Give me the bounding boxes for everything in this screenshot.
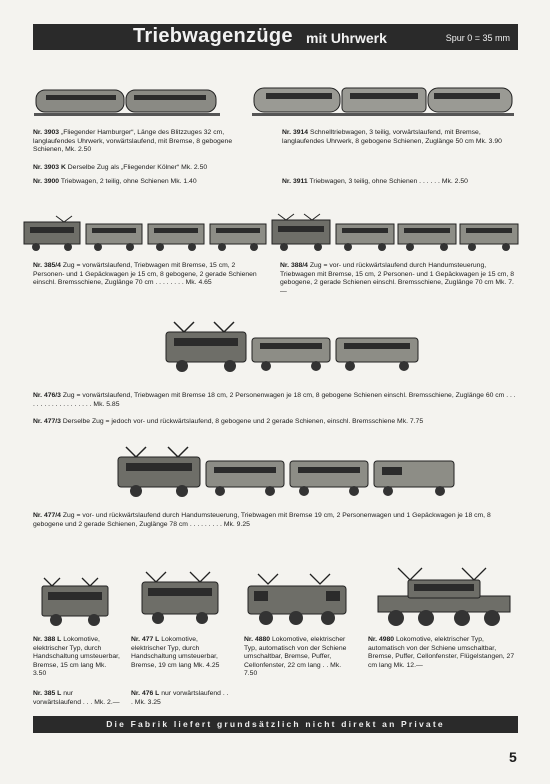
item-477-3 [33, 418, 518, 427]
item-number: Nr. 388 L [33, 636, 62, 643]
item-description: Derselbe Zug als „Fliegender Kölner“ Mk. 2.50 [67, 164, 208, 171]
item-477L [131, 636, 231, 670]
item-4980 [368, 636, 518, 670]
item-description: Schnelltriebwagen, 3 teilig, vorwärtslaufend, mit Bremse, langlaufendes Uhrwerk, 8 gebogene Schienen, Zuglänge 50 cm Mk. 3.90 [282, 129, 502, 145]
item-number: Nr. 388/4 [280, 262, 308, 269]
item-description: Triebwagen, 2 teilig, ohne Schienen Mk. 1.40 [60, 178, 197, 185]
item-476-3 [33, 392, 518, 409]
item-description: nur vorwärtslaufend . . . Mk. 2.— [33, 690, 120, 706]
item-4880 [244, 636, 356, 679]
item-number: Nr. 4980 [368, 636, 395, 643]
header-title: Triebwagenzüge [133, 25, 293, 47]
item-description: Zug = vor- und rückwärtslaufend durch Handumsteuerung, Triebwagen mit Bremse, 15 cm, 2 Personen- und 1 Gepäckwagen je 15 cm, 8 gebogene, 2 gerade Schienen einschl. Bremsschiene, Zuglänge 70 cm Mk. 7.— [280, 262, 514, 295]
item-number: Nr. 477/3 [33, 418, 61, 425]
item-description: Zug = vorwärtslaufend, Triebwagen mit Bremse, 15 cm, 2 Personen- und 1 Gepäckwagen je 15 cm, 8 gebogene, 2 gerade Schienen einschl. Bremsschiene, Zuglänge 70 cm . . . . . . . . Mk. 4.65 [33, 262, 257, 287]
locomotive-image-388L [38, 576, 112, 628]
item-number: Nr. 476/3 [33, 392, 61, 399]
item-description: Zug = vorwärtslaufend, Triebwagen mit Bremse 18 cm, 2 Personenwagen je 18 cm, 8 gebogene Schienen einschl. Bremsschiene, Zuglänge 60 cm . . . . . . . . . . . . . . . . . . . Mk. 5.85 [33, 392, 516, 408]
item-description: Derselbe Zug = jedoch vor- und rückwärtslaufend, 8 gebogene und 2 gerade Schienen, einschl. Bremsschiene Mk. 7.75 [62, 418, 424, 425]
item-number: Nr. 477 L [131, 636, 160, 643]
item-number: Nr. 4880 [244, 636, 271, 643]
item-3903 [33, 129, 237, 155]
item-number: Nr. 477/4 [33, 512, 61, 519]
header-gauge: Spur 0 = 35 mm [445, 33, 510, 43]
train-image-477-4 [116, 445, 458, 501]
item-number: Nr. 3914 [282, 129, 309, 136]
item-number: Nr. 3911 [282, 178, 308, 185]
item-number: Nr. 385/4 [33, 262, 61, 269]
item-description: Triebwagen, 3 teilig, ohne Schienen . . . . . . Mk. 2.50 [309, 178, 468, 185]
header-subtitle: mit Uhrwerk [306, 30, 387, 46]
item-3914 [282, 129, 518, 146]
item-number: Nr. 385 L [33, 690, 62, 697]
item-388-4 [280, 262, 518, 296]
item-3900 [33, 178, 237, 187]
item-number: Nr. 3900 [33, 178, 60, 185]
item-description: Lokomotive, elektrischer Typ, automatisch von der Schiene umschaltbar, Bremse, Puffer, Cellonfenster, Flügelstangen, 27 cm lang Mk. 12.— [368, 636, 515, 669]
locomotive-image-477L [138, 570, 222, 626]
item-number: Nr. 476 L [131, 690, 160, 697]
page-number: 5 [509, 749, 517, 765]
item-description: Zug = vor- und rückwärtslaufend durch Handumsteuerung, Triebwagen mit Bremse 19 cm, 2 Personenwagen und 1 Gepäckwagen je 18 cm, 8 gebogene und 2 gerade Schienen, Zuglänge 78 cm . . . . . . . . . Mk. 9.25 [33, 512, 491, 528]
train-image-3914 [252, 82, 514, 120]
item-3911 [282, 178, 518, 187]
footer-notice: Die Fabrik liefert grundsätzlich nicht direkt an Private [33, 716, 518, 733]
locomotive-image-4980 [374, 566, 514, 630]
page-header [33, 24, 518, 50]
item-description: „Fliegender Hamburger“, Länge des Blitzzuges 32 cm, langlaufendes Uhrwerk, vorwärtslaufend, mit Bremse, 8 gebogene Schienen, Mk. 2.50 [33, 129, 233, 154]
item-476L [131, 690, 231, 707]
item-number: Nr. 3903 K [33, 164, 66, 171]
item-description: nur vorwärtslaufend . . . Mk. 3.25 [131, 690, 229, 706]
item-description: Lokomotive, elektrischer Typ, durch Handschaltung umsteuerbar, Bremse, 19 cm lang Mk. 4.25 [131, 636, 220, 669]
item-3903k [33, 164, 237, 173]
train-image-385 [22, 214, 268, 254]
train-image-476 [164, 320, 422, 378]
item-477-4 [33, 512, 518, 529]
locomotive-image-4880 [244, 572, 350, 628]
item-number: Nr. 3903 [33, 129, 60, 136]
train-image-3903 [34, 84, 220, 120]
item-385-4 [33, 262, 261, 288]
item-description: Lokomotive, elektrischer Typ, automatisch von der Schiene umschaltbar, Bremse, Puffer, Cellonfenster, 22 cm lang . . Mk. 7.50 [244, 636, 347, 678]
train-image-388 [270, 212, 520, 254]
item-385L [33, 690, 121, 707]
item-description: Lokomotive, elektrischer Typ, durch Handschaltung umsteuerbar, Bremse, 15 cm lang Mk. 3.50 [33, 636, 120, 678]
item-388L [33, 636, 121, 679]
